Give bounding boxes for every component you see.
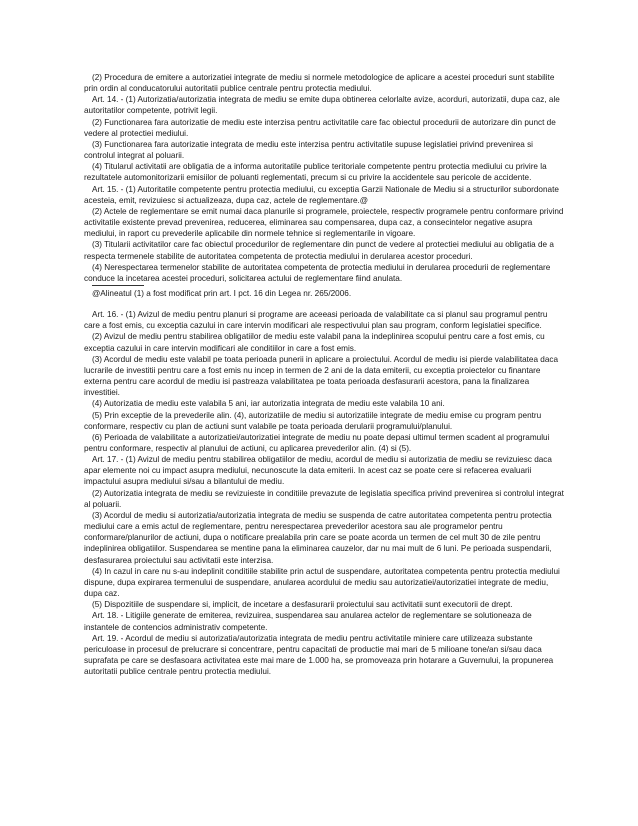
paragraph: (4) In cazul in care nu s-au indeplinit conditiile stabilite prin actul de suspendare, autoritatea competenta pentru protectia mediului dispune, dupa expirarea termenului de suspendare, anularea acordului de mediu sau autorizatiei/autorizatiei integrate de mediu, dupa caz.	[84, 566, 560, 599]
paragraph: Art. 19. - Acordul de mediu si autorizatia/autorizatia integrata de mediu pentru activitatile miniere care utilizeaza substante periculoase in procesul de prelucrare si concentrare, pentru capacitati de productie mai mari de 5 milioane tone/an si/sau daca suprafata pe care se desfasoara activitatea este mai mare de 1.000 ha, se promoveaza prin hotarare a Guvernului, la propunerea autoritatii publice centrale pentru protectia mediului.	[84, 633, 554, 677]
paragraph: (4) Autorizatia de mediu este valabila 5 ani, iar autorizatia integrata de mediu este valabila 10 ani.	[92, 399, 445, 409]
paragraph: (3) Acordul de mediu este valabil pe toata perioada punerii in aplicare a proiectului. Acordul de mediu isi pierde valabilitatea daca lucrarile de investitii pentru care a fost emis nu incep in termen de 2 ani de la data emiterii, cu exceptia proiectelor cu finantare externa pentru care acordul de mediu isi pastreaza valabilitatea pe toata perioada desfasurarii acestora, pana la finalizarea investitiei.	[84, 354, 559, 398]
paragraph: Art. 17. - (1) Avizul de mediu pentru stabilirea obligatiilor de mediu, acordul de mediu si autorizatia de mediu se revizuiesc daca apar elemente noi cu impact asupra mediului, necunoscute la data emiterii. In acest caz se poate cere si refacerea evaluarii impactului asupra mediului si/sau a bilantului de mediu.	[84, 455, 552, 487]
paragraph: Art. 18. - Litigiile generate de emiterea, revizuirea, suspendarea sau anularea actelor de reglementare se solutioneaza de instantele de contencios administrativ competente.	[84, 611, 532, 632]
paragraph: (2) Functionarea fara autorizatie de mediu este interzisa pentru activitatile care fac obiectul procedurii de autorizare din punct de vedere al protectiei mediului.	[84, 117, 556, 138]
document-page	[84, 72, 564, 677]
paragraph: Art. 16. - (1) Avizul de mediu pentru planuri si programe are aceeasi perioada de valabilitate ca si planul sau programul pentru care a fost emis, cu exceptia cazului in care intervin modificari ale respectivului plan sau program, conform legislatiei specifice.	[84, 310, 548, 331]
paragraph: (5) Prin exceptie de la prevederile alin. (4), autorizatiile de mediu si autorizatiile integrate de mediu emise cu program pentru conformare, respectiv cu plan de actiuni sunt valabile pe toata perioada derularii programului/planului.	[84, 410, 542, 431]
paragraph: (2) Autorizatia integrata de mediu se revizuieste in conditiile prevazute de legislatia specifica privind prevenirea si controlul integrat al poluarii.	[84, 488, 564, 509]
paragraph: (5) Dispozitiile de suspendare si, implicit, de incetare a desfasurarii proiectului sau activitatii sunt executorii de drept.	[92, 600, 513, 610]
paragraph: (2) Actele de reglementare se emit numai daca planurile si programele, proiectele, respectiv programele pentru conformare privind activitatile existente prevad prevenirea, reducerea, eliminarea sau compensarea, dupa caz, a consecintelor negative asupra mediului, in raport cu prevederile aplicabile din normele tehnice si reglementarile in vigoare.	[84, 206, 564, 239]
paragraph: (4) Nerespectarea termenelor stabilite de autoritatea competenta de protectia mediului in derularea procedurii de reglementare conduce la incetarea acestei proceduri, solicitarea actului de reglementare fiind anulata.	[84, 262, 551, 283]
paragraph: Art. 14. - (1) Autorizatia/autorizatia integrata de mediu se emite dupa obtinerea celorlalte avize, acorduri, autorizatii, dupa caz, ale autoritatilor competente, potrivit legii.	[84, 95, 560, 116]
section-gap	[84, 299, 564, 309]
paragraph: (4) Titularul activitatii are obligatia de a informa autoritatile publice teritoriale competente pentru protectia mediului cu privire la rezultatele automonitorizarii emisiilor de poluanti reglementati, precum si cu privire la accidentele sau pericole de accidente.	[84, 162, 547, 183]
paragraph: Art. 15. - (1) Autoritatile competente pentru protectia mediului, cu exceptia Garzii Nationale de Mediu si a structurilor subordonate acesteia, emit, revizuiesc si actualizeaza, dupa caz, actele de reglementare.@	[84, 184, 559, 205]
paragraph: (6) Perioada de valabilitate a autorizatiei/autorizatiei integrate de mediu nu poate depasi ultimul termen scadent al programului pentru conformare, respectiv al planului de actiuni, cu aplicarea prevederilor alin. (4) si (5).	[84, 432, 550, 453]
paragraph: (3) Titularii activitatilor care fac obiectul procedurilor de reglementare din punct de vedere al protectiei mediului au obligatia de a respecta termenele stabilite de autoritatea competenta de protectia mediului in derularea acestor proceduri.	[84, 240, 554, 261]
footnote-divider	[92, 285, 144, 286]
paragraph: (2) Avizul de mediu pentru stabilirea obligatiilor de mediu este valabil pana la indeplinirea scopului pentru care a fost emis, cu exceptia cazului in care intervin modificari ale conditiilor in care a fost emis.	[84, 332, 545, 353]
footnote: @Alineatul (1) a fost modificat prin art. I pct. 16 din Legea nr. 265/2006.	[92, 288, 352, 298]
paragraph: (3) Acordul de mediu si autorizatia/autorizatia integrata de mediu se suspenda de catre autoritatea competenta pentru protectia mediului care a emis actul de reglementare, pentru nerespectarea prevederilor acestora sau ale programelor pentru conformare/planurilor de actiuni, dupa o notificare prealabila prin care se poate acorda un termen de cel mult 30 de zile pentru indeplinirea obligatiilor. Suspendarea se mentine pana la eliminarea cauzelor, dar nu mai mult de 6 luni. Pe perioada suspendarii, desfasurarea proiectului sau activitatii este interzisa.	[84, 510, 552, 565]
paragraph: (3) Functionarea fara autorizatie integrata de mediu este interzisa pentru activitatile supuse legislatiei privind prevenirea si controlul integrat al poluarii.	[84, 139, 533, 161]
paragraph: (2) Procedura de emitere a autorizatiei integrate de mediu si normele metodologice de aplicare a acestei proceduri sunt stabilite prin ordin al conducatorului autoritatii publice centrale pentru protectia mediului.	[84, 73, 555, 94]
